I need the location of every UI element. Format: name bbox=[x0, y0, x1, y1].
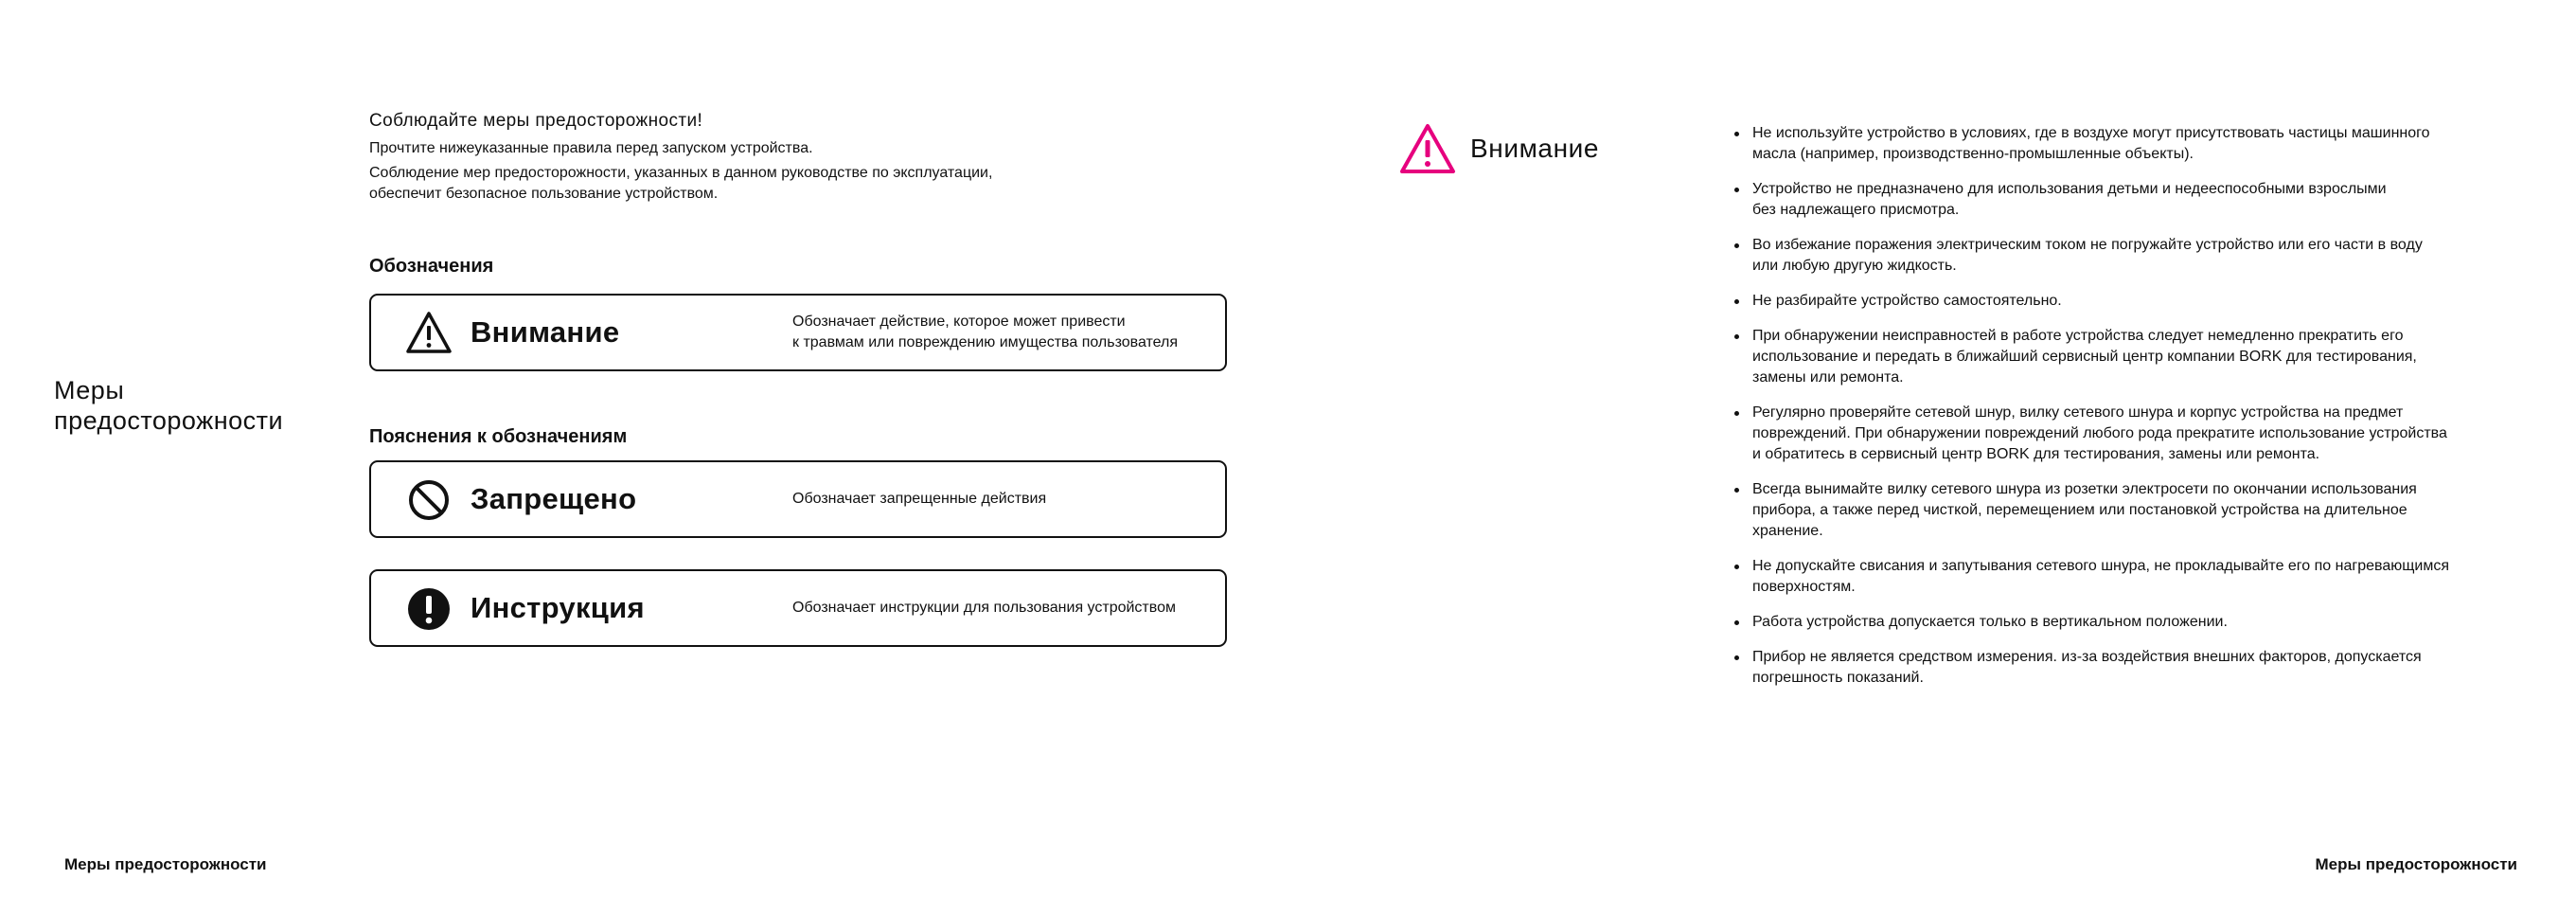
footer-left: Меры предосторожности bbox=[64, 855, 267, 873]
symbol-box-warning bbox=[369, 294, 1227, 371]
list-item: Во избежание поражения электрическим током не погружайте устройство или его части в воду или любую другую жидкость. bbox=[1734, 235, 2520, 277]
list-item: Всегда вынимайте вилку сетевого шнура из розетки электросети по окончании использования прибора, а также перед чисткой, перемещением или постановкой устройства на длительное хранение. bbox=[1734, 479, 2520, 542]
list-item: Не допускайте свисания и запутывания сетевого шнура, не прокладывайте его по нагревающимся поверхностям. bbox=[1734, 556, 2520, 598]
warning-triangle-icon bbox=[1398, 121, 1457, 176]
warning-header bbox=[1398, 121, 1599, 176]
list-item: Устройство не предназначено для использования детьми и недееспособными взрослыми без надлежащего присмотра. bbox=[1734, 179, 2520, 221]
symbol-label-instruction: Инструкция bbox=[471, 591, 645, 624]
list-item: Не используйте устройство в условиях, где в воздухе могут присутствовать частицы машинного масла (например, производственно-промышленные объекты). bbox=[1734, 123, 2520, 165]
symbol-label-warning: Внимание bbox=[471, 315, 620, 349]
exclamation-circle-icon bbox=[405, 585, 453, 633]
designations-heading: Обозначения bbox=[369, 256, 494, 277]
symbol-box-prohibited bbox=[369, 460, 1227, 538]
symbol-label-prohibited: Запрещено bbox=[471, 482, 637, 515]
symbol-description-warning: Обозначает действие, которое может привести к травмам или повреждению имущества пользователя bbox=[792, 314, 1179, 350]
symbol-box-instruction bbox=[369, 569, 1227, 647]
intro-heading: Соблюдайте меры предосторожности! bbox=[369, 111, 703, 131]
list-item: Регулярно проверяйте сетевой шнур, вилку сетевого шнура и корпус устройства на предмет повреждений. При обнаружении повреждений любого рода прекратите использование устройства и обратитесь в сервисный центр BORK для тестирования, замены или ремонта. bbox=[1734, 403, 2520, 465]
prohibited-icon bbox=[405, 476, 453, 524]
symbol-description-prohibited: Обозначает запрещенные действия bbox=[792, 491, 1047, 507]
warning-title: Внимание bbox=[1470, 134, 1600, 163]
list-item: При обнаружении неисправностей в работе устройства следует немедленно прекратить его использование и передать в ближайший сервисный центр компании BORK для тестирования, замены или ремонта. bbox=[1734, 326, 2520, 388]
explanations-heading: Пояснения к обозначениям bbox=[369, 426, 628, 447]
intro-paragraph-2: Соблюдение мер предосторожности, указанных в данном руководстве по эксплуатации, обеспечит безопасное пользование устройством. bbox=[369, 165, 993, 202]
list-item: Не разбирайте устройство самостоятельно. bbox=[1734, 291, 2520, 312]
page-side-title: Меры предосторожности bbox=[54, 376, 284, 435]
warning-triangle-icon bbox=[405, 310, 453, 357]
symbol-description-instruction: Обозначает инструкции для пользования устройством bbox=[792, 600, 1176, 616]
list-item: Работа устройства допускается только в вертикальном положении. bbox=[1734, 612, 2520, 633]
list-item: Прибор не является средством измерения. из-за воздействия внешних факторов, допускается погрешность показаний. bbox=[1734, 647, 2520, 689]
intro-block bbox=[369, 110, 1127, 208]
warning-list bbox=[1734, 123, 2520, 703]
intro-paragraph-1: Прочтите нижеуказанные правила перед запуском устройства. bbox=[369, 140, 813, 156]
footer-right: Меры предосторожности bbox=[2315, 855, 2517, 873]
